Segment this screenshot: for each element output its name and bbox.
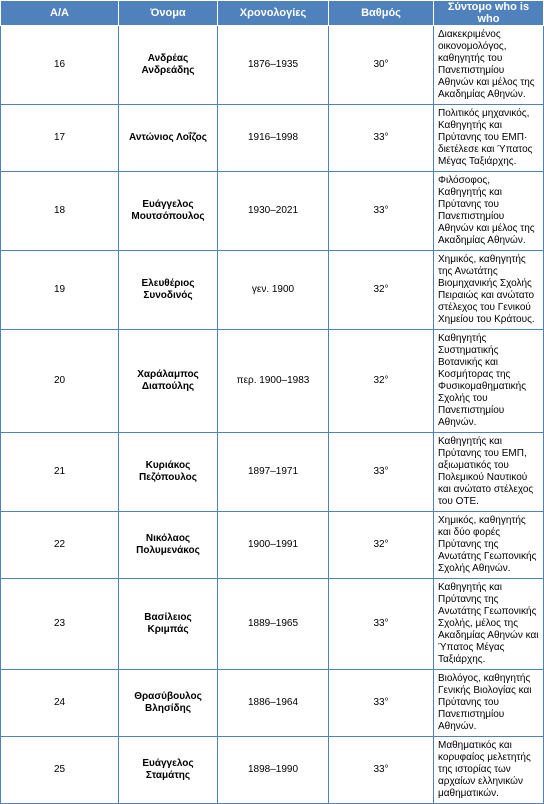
cell-aa: 17 (1, 105, 119, 172)
cell-name: Ευάγγελος Μουτσόπουλος (119, 172, 218, 251)
cell-name: Ανδρέας Ανδρεάδης (119, 26, 218, 105)
table-row (1, 105, 544, 172)
table-row (1, 670, 544, 737)
cell-years: περ. 1900–1983 (218, 330, 329, 433)
cell-desc: Πολιτικός μηχανικός, Καθηγητής και Πρύτανης του ΕΜΠ· διετέλεσε και Ύπατος Μέγας Ταξιάρχης. (434, 105, 544, 172)
cell-grade: 32° (329, 512, 434, 579)
cell-aa: 20 (1, 330, 119, 433)
table-row (1, 737, 544, 804)
cell-aa: 22 (1, 512, 119, 579)
cell-grade: 30° (329, 26, 434, 105)
cell-years: 1898–1990 (218, 737, 329, 804)
cell-desc: Μαθηματικός και κορυφαίος μελετητής της ιστορίας των αρχαίων ελληνικών μαθηματικών. (434, 737, 544, 804)
cell-desc: Βιολόγος, καθηγητής Γενικής Βιολογίας και Πρύτανης του Πανεπιστημίου Αθηνών. (434, 670, 544, 737)
cell-name: Θρασύβουλος Βλησίδης (119, 670, 218, 737)
cell-aa: 25 (1, 737, 119, 804)
cell-grade: 32° (329, 330, 434, 433)
cell-grade: 33° (329, 172, 434, 251)
cell-years: 1900–1991 (218, 512, 329, 579)
cell-aa: 24 (1, 670, 119, 737)
header-name: Όνομα (119, 1, 218, 26)
cell-aa: 16 (1, 26, 119, 105)
cell-name: Αντώνιος Λοΐζος (119, 105, 218, 172)
header-who-is-who: Σύντομο who is who (434, 1, 544, 26)
cell-desc: Φιλόσοφος, Καθηγητής και Πρύτανης του Πανεπιστημίου Αθηνών και μέλος της Ακαδημίας Αθηνών. (434, 172, 544, 251)
table-row (1, 26, 544, 105)
table-row (1, 512, 544, 579)
header-grade: Βαθμός (329, 1, 434, 26)
cell-desc: Χημικός, καθηγητής της Ανωτάτης Βιομηχανικής Σχολής Πειραιώς και ανώτατο στέλεχος του Γενικού Χημείου του Κράτους. (434, 251, 544, 330)
cell-grade: 33° (329, 433, 434, 512)
table-row (1, 579, 544, 670)
cell-name: Βασίλειος Κριμπάς (119, 579, 218, 670)
table-row (1, 433, 544, 512)
cell-aa: 23 (1, 579, 119, 670)
cell-name: Χαράλαμπος Διαπούλης (119, 330, 218, 433)
cell-aa: 19 (1, 251, 119, 330)
cell-desc: Χημικός, καθηγητής και δύο φορές Πρύτανης της Ανωτάτης Γεωπονικής Σχολής Αθηνών. (434, 512, 544, 579)
cell-years: 1930–2021 (218, 172, 329, 251)
cell-name: Νικόλαος Πολυμενάκος (119, 512, 218, 579)
table-row (1, 251, 544, 330)
cell-years: 1876–1935 (218, 26, 329, 105)
cell-name: Ελευθέριος Συνοδινός (119, 251, 218, 330)
cell-years: 1886–1964 (218, 670, 329, 737)
cell-desc: Καθηγητής και Πρύτανης του ΕΜΠ, αξιωματικός του Πολεμικού Ναυτικού και ανώτατο στέλεχος του ΟΤΕ. (434, 433, 544, 512)
cell-years: 1897–1971 (218, 433, 329, 512)
table-row (1, 172, 544, 251)
cell-aa: 21 (1, 433, 119, 512)
cell-desc: Καθηγητής και Πρύτανης της Ανωτάτης Γεωπονικής Σχολής, μέλος της Ακαδημίας Αθηνών και Ύπατος Μέγας Ταξιάρχης. (434, 579, 544, 670)
header-years: Χρονολογίες (218, 1, 329, 26)
table-row (1, 330, 544, 433)
cell-grade: 32° (329, 251, 434, 330)
table-header-row (1, 1, 544, 26)
cell-years: γεν. 1900 (218, 251, 329, 330)
cell-name: Ευάγγελος Σταμάτης (119, 737, 218, 804)
cell-years: 1916–1998 (218, 105, 329, 172)
cell-grade: 33° (329, 579, 434, 670)
cell-desc: Καθηγητής Συστηματικής Βοτανικής και Κοσμήτορας της Φυσικομαθηματικής Σχολής του Πανεπιστημίου Αθηνών. (434, 330, 544, 433)
cell-aa: 18 (1, 172, 119, 251)
cell-grade: 33° (329, 737, 434, 804)
cell-grade: 33° (329, 105, 434, 172)
cell-name: Κυριάκος Πεζόπουλος (119, 433, 218, 512)
cell-desc: Διακεκριμένος οικονομολόγος, καθηγητής του Πανεπιστημίου Αθηνών και μέλος της Ακαδημίας Αθηνών. (434, 26, 544, 105)
header-aa: Α/Α (1, 1, 119, 26)
cell-grade: 33° (329, 670, 434, 737)
cell-years: 1889–1965 (218, 579, 329, 670)
